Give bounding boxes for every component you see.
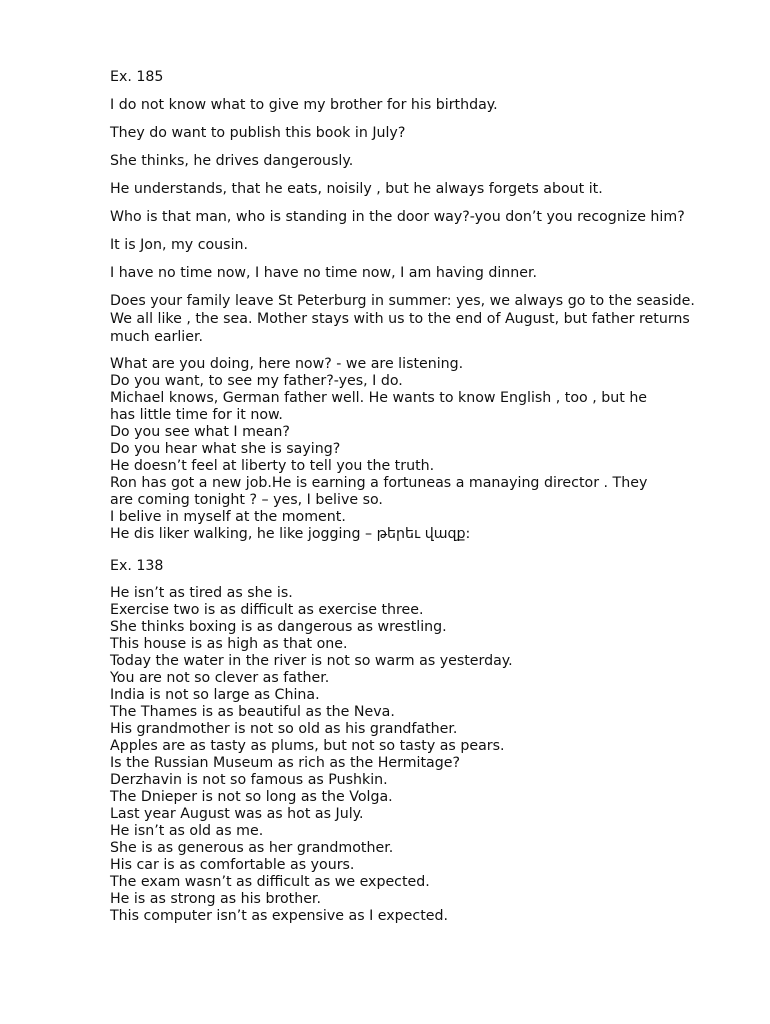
sentence-line: has little time for it now. — [110, 407, 283, 423]
sentence-line: He is as strong as his brother. — [110, 891, 321, 907]
sentence-line: are coming tonight ? – yes, I belive so. — [110, 492, 383, 508]
exercise-heading: Ex. 185 — [110, 69, 164, 85]
sentence-line: Do you hear what she is saying? — [110, 441, 341, 457]
sentence-line: Last year August was as hot as July. — [110, 806, 364, 822]
sentence-block — [110, 356, 710, 543]
sentence: He understands, that he eats, noisily , but he always forgets about it. — [110, 181, 603, 197]
sentence-line: Do you see what I mean? — [110, 424, 290, 440]
sentence-line: Is the Russian Museum as rich as the Hermitage? — [110, 755, 461, 771]
sentence-line: Derzhavin is not so famous as Pushkin. — [110, 772, 388, 788]
sentence-line: What are you doing, here now? - we are listening. — [110, 356, 464, 372]
sentence-line: Michael knows, German father well. He wants to know English , too , but he — [110, 390, 648, 406]
sentence: Who is that man, who is standing in the door way?-you don’t you recognize him? — [110, 209, 685, 225]
sentence-line: He doesn’t feel at liberty to tell you the truth. — [110, 458, 435, 474]
sentence: She thinks, he drives dangerously. — [110, 153, 354, 169]
sentence-line: The Dnieper is not so long as the Volga. — [110, 789, 393, 805]
sentence-line: Apples are as tasty as plums, but not so tasty as pears. — [110, 738, 505, 754]
sentence: I have no time now, I have no time now, I am having dinner. — [110, 265, 538, 281]
sentence-line: Exercise two is as difficult as exercise three. — [110, 602, 424, 618]
sentence-line: His car is as comfortable as yours. — [110, 857, 355, 873]
sentence-line: She thinks boxing is as dangerous as wrestling. — [110, 619, 447, 635]
sentence-line: He isn’t as old as me. — [110, 823, 264, 839]
sentence-line: He dis liker walking, he like jogging – թերեւ վազք: — [110, 526, 471, 542]
sentence-line: She is as generous as her grandmother. — [110, 840, 394, 856]
sentence-line: This house is as high as that one. — [110, 636, 348, 652]
sentence-block — [110, 585, 710, 925]
sentence: I do not know what to give my brother for his birthday. — [110, 97, 498, 113]
sentence: Does your family leave St Peterburg in summer: yes, we always go to the seaside. We all like , the sea. Mother stays with us to the end of August, but father returns much earlier. — [110, 293, 695, 345]
sentence-line: I belive in myself at the moment. — [110, 509, 346, 525]
sentence-line: His grandmother is not so old as his grandfather. — [110, 721, 458, 737]
sentence-line: Do you want, to see my father?-yes, I do. — [110, 373, 403, 389]
sentence: It is Jon, my cousin. — [110, 237, 249, 253]
sentence-line: The exam wasn’t as difficult as we expected. — [110, 874, 430, 890]
sentence: They do want to publish this book in July? — [110, 125, 406, 141]
document-page — [110, 68, 710, 939]
sentence-line: Ron has got a new job.He is earning a fortuneas a manaying director . They — [110, 475, 648, 491]
sentence-line: Today the water in the river is not so warm as yesterday. — [110, 653, 513, 669]
sentence-line: This computer isn’t as expensive as I expected. — [110, 908, 449, 924]
sentence-line: The Thames is as beautiful as the Neva. — [110, 704, 395, 720]
exercise-heading: Ex. 138 — [110, 558, 164, 574]
sentence-line: India is not so large as China. — [110, 687, 320, 703]
sentence-line: You are not so clever as father. — [110, 670, 330, 686]
sentence-line: He isn’t as tired as she is. — [110, 585, 293, 601]
